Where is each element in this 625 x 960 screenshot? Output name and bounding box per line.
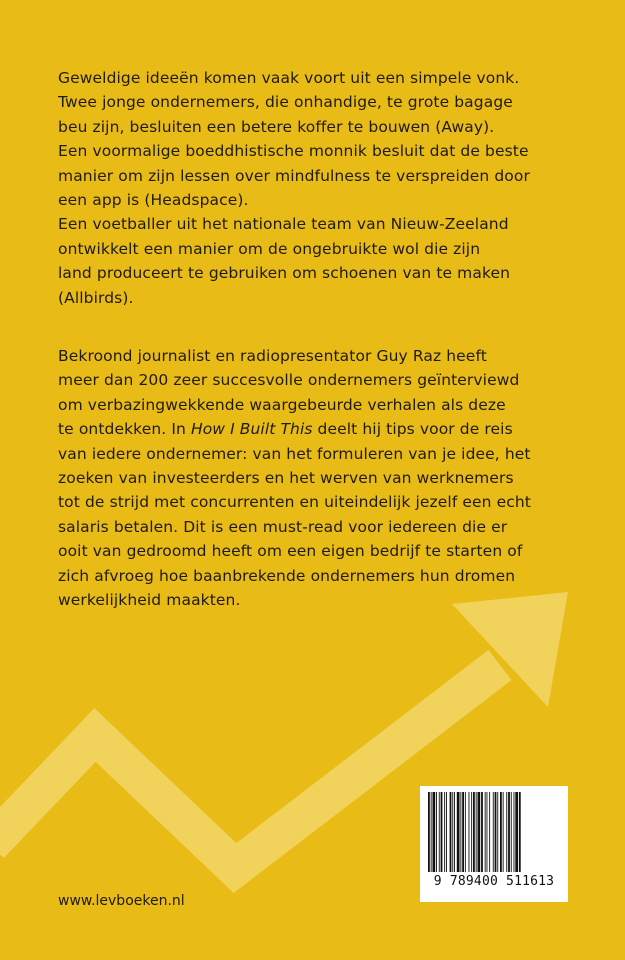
barcode-bar [452,792,453,872]
book-title: How I Built This [190,420,313,439]
barcode-bar [497,792,498,872]
isbn-number: 9 789400 511613 [433,874,555,889]
barcode-bar [433,792,436,872]
blurb-paragraph-2-end: deelt hij tips voor de reis van iedere ondernemer: van het formuleren van je idee, het zoeken van investeerders en het werven van werknemers tot de strijd met concurrenten en uiteindelijk jezelf een echt salaris betalen. Dit is een must-read voor iedereen die er ooit van gedroomd heeft om een eigen bedrijf te starten of zich afvroeg hoe baanbrekende ondernemers hun dromen werkelijkheid maakten. [58,420,531,610]
barcode-bar [444,792,445,872]
barcode-bar [514,792,515,872]
barcode-bar [457,792,460,872]
blurb-paragraph-1: Geweldige ideeën komen vaak voort uit een simpele vonk. Twee jonge ondernemers, die onhandige, te grote bagage beu zijn, besluiten een betere koffer te bouwen (Away). Een voormalige boeddhistische monnik besluit dat de beste manier om zijn lessen over mindfulness te verspreiden door een app is (Headspace). Een voetballer uit het nationale team van Nieuw-Zeeland ontwikkelt een manier om de ongebruikte wol die zijn land produceert te gebruiken om schoenen van te maken (Allbirds). [58,69,530,307]
barcode-bar [495,792,497,872]
barcode-bar [471,792,472,872]
barcode-bar [450,792,452,872]
blurb-paragraph-2 [58,344,588,612]
barcode-bar [446,792,447,872]
blurb-paragraph-2-start: Bekroond journalist en radiopresentator Guy Raz heeft meer dan 200 zeer succesvolle ondernemers geïnterviewd om verbazingwekkende waargebeurde verhalen als deze te ontdekken. In [58,347,520,439]
barcode-bar [500,792,502,872]
barcode-box [420,786,568,902]
blurb-intro [58,66,588,310]
barcode-bar [460,792,461,872]
publisher-website: www.levboeken.nl [58,893,185,909]
barcode-bar [473,792,475,872]
barcode-bar [478,792,481,872]
barcode-bar [503,792,504,872]
barcode-bar [469,792,470,872]
barcode-bar [508,792,510,872]
barcode-bar [489,792,490,872]
barcode-bar [476,792,477,872]
barcode-bar [465,792,466,872]
barcode-bar [506,792,507,872]
barcode-bar [519,792,521,872]
barcode-bar [485,792,486,872]
barcode-bar [431,792,432,872]
barcode-bar [454,792,455,872]
barcode-bar [436,792,437,872]
blurb-author [58,344,588,612]
barcode-bar [462,792,464,872]
barcode-bar [439,792,440,872]
barcode-bar [441,792,443,872]
barcode-bar [487,792,488,872]
barcode-bar [511,792,512,872]
barcode-bar [481,792,483,872]
barcode [426,792,562,872]
barcode-bar [428,792,430,872]
barcode-bar [515,792,518,872]
barcode-bar [493,792,494,872]
